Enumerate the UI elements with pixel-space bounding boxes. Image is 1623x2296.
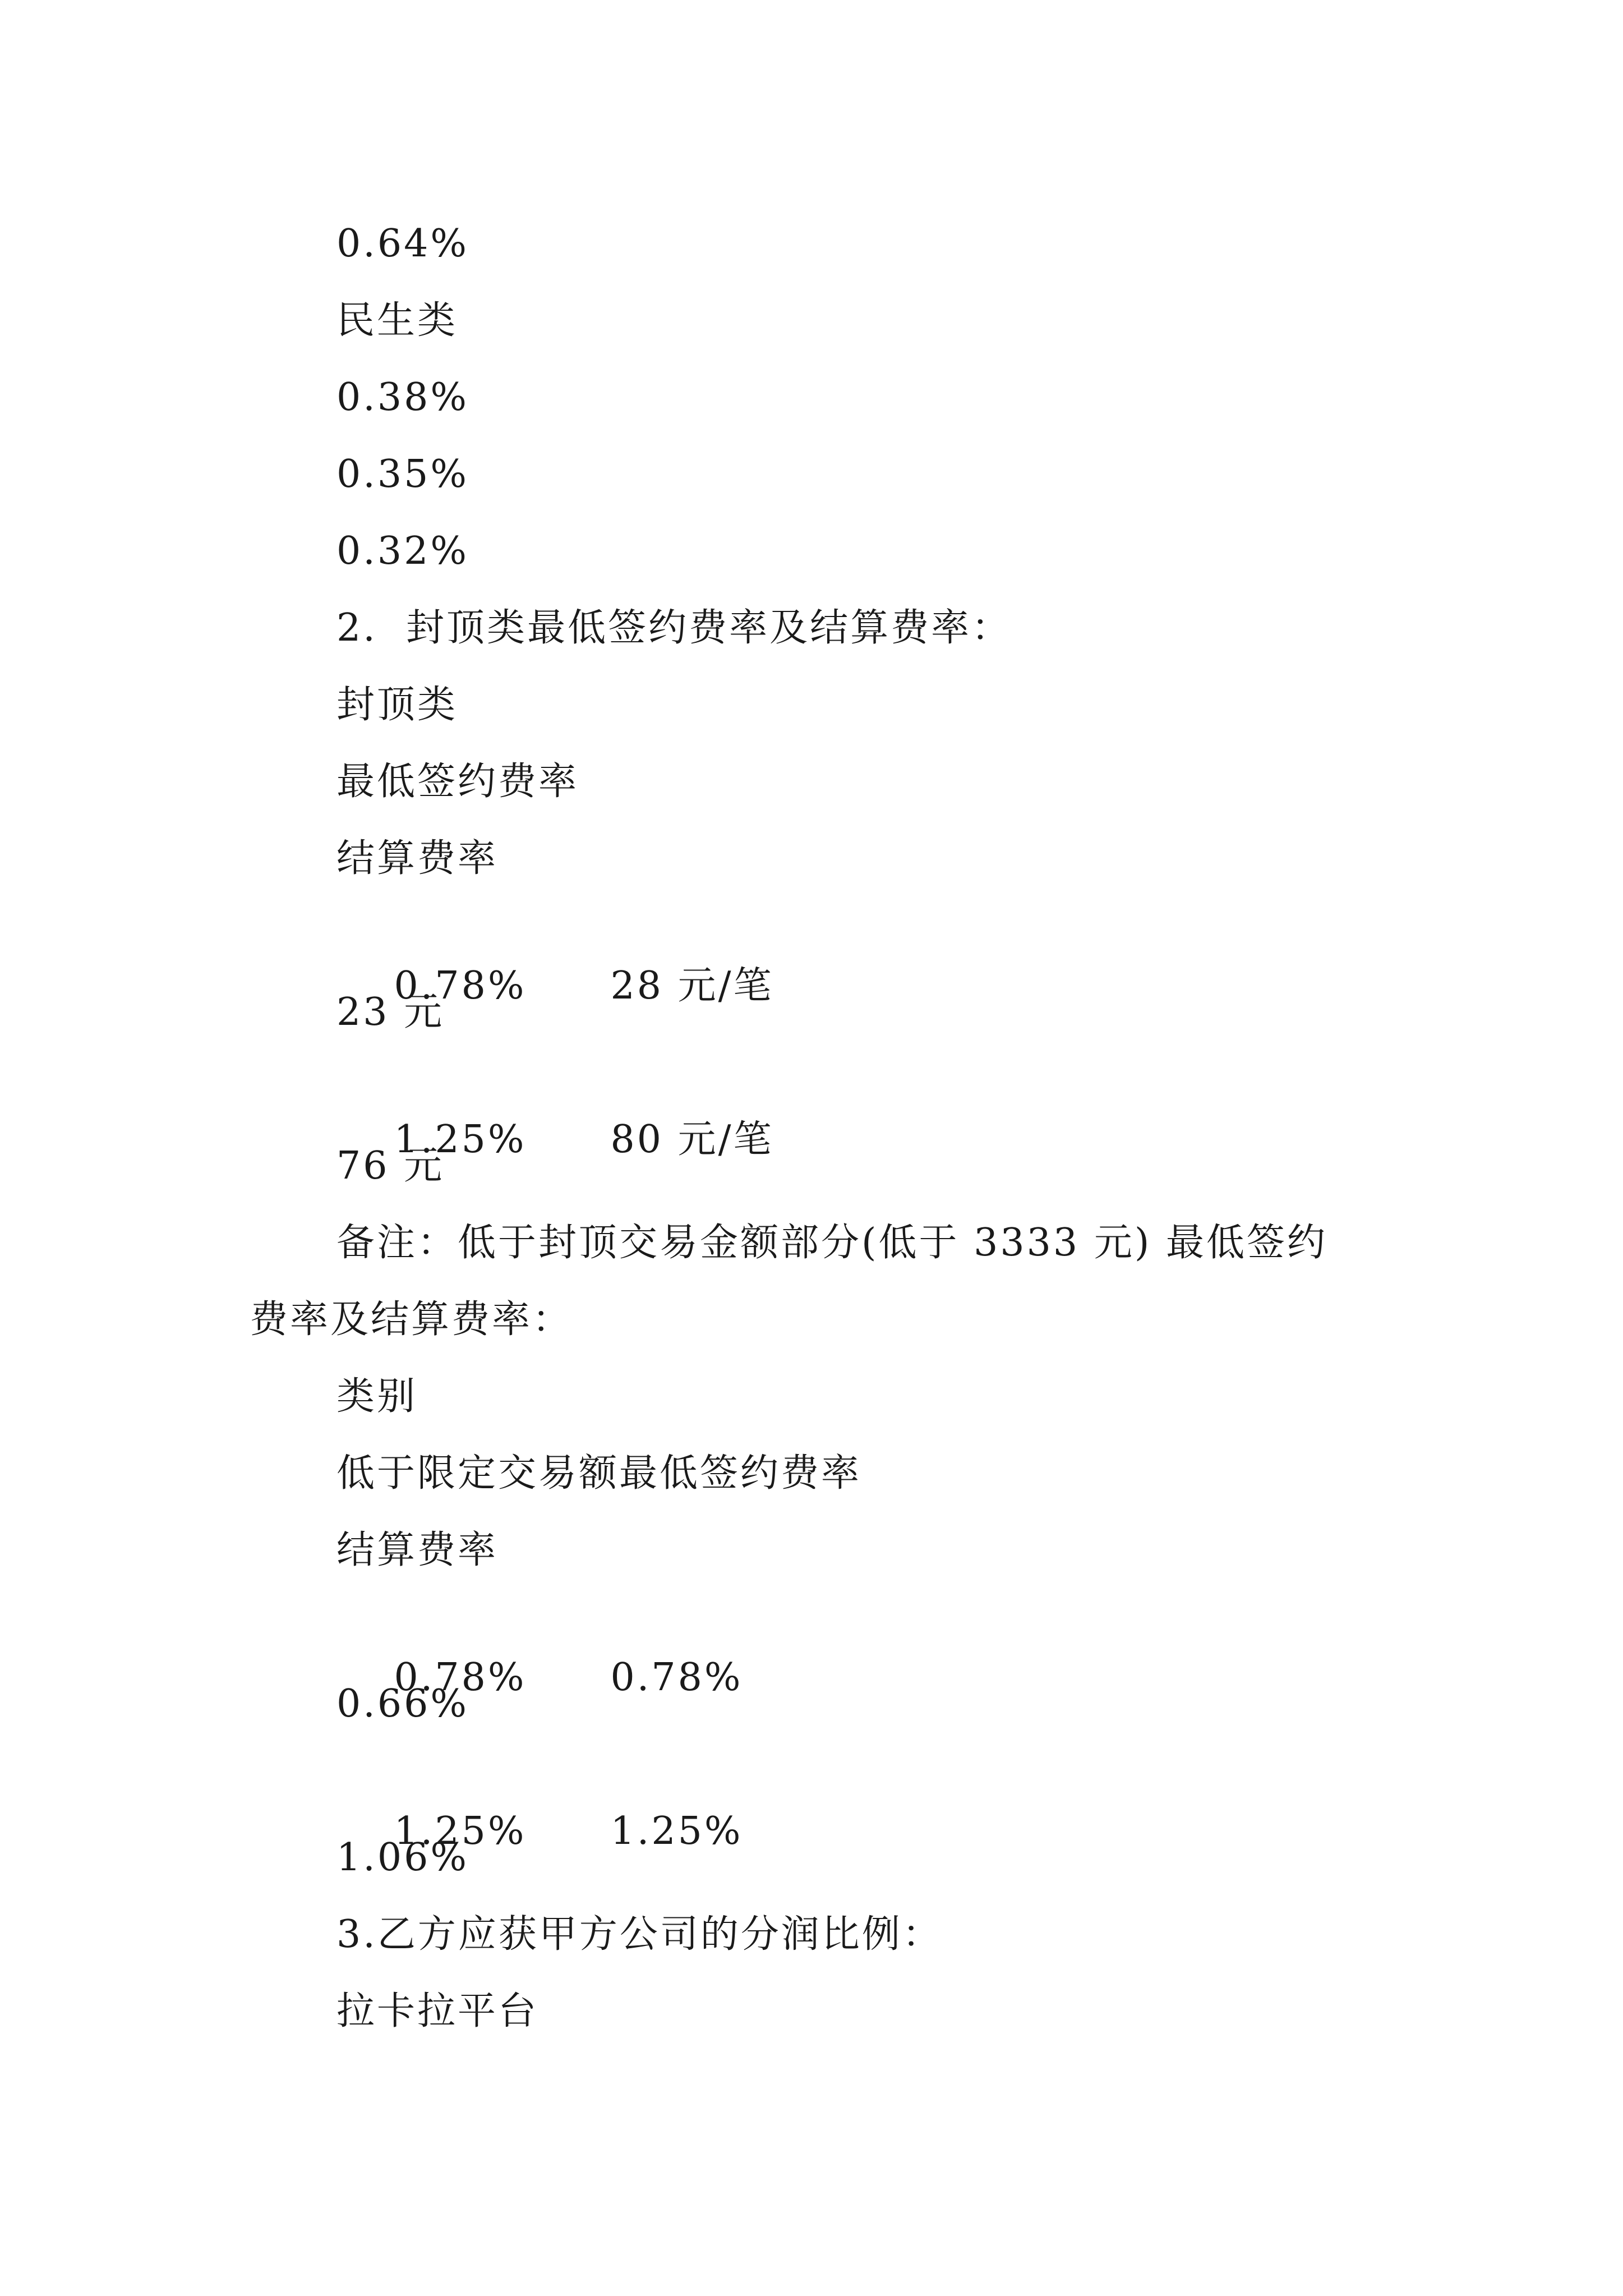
text-line: 结算费率 [336, 1528, 499, 1572]
value-pair-row [336, 1756, 743, 1907]
text-line: 民生类 [336, 298, 458, 343]
section-heading: 3.乙方应获甲方公司的分润比例： [336, 1912, 943, 1957]
text-line: 1.06% [336, 1835, 469, 1880]
section-heading: 2. 封顶类最低签约费率及结算费率： [336, 606, 1012, 650]
note-line-1: 备注：低于封顶交易金额部分(低于 3333 元) 最低签约 [336, 1221, 1327, 1265]
text-line: 0.32% [336, 529, 469, 573]
text-line: 23 元 [336, 990, 445, 1034]
text-line: 76 元 [336, 1144, 445, 1188]
value-a: 0.78% [394, 1655, 527, 1700]
value-a: 0.78% [394, 964, 527, 1008]
text-line: 低于限定交易额最低签约费率 [336, 1451, 862, 1496]
value-pair-row [336, 910, 774, 1062]
text-line: 0.38% [336, 375, 469, 420]
text-line: 拉卡拉平台 [336, 1989, 539, 2033]
value-pair-row [336, 1064, 774, 1216]
value-pair-row [336, 1602, 743, 1754]
value-b: 1.25% [610, 1809, 743, 1853]
text-line: 0.64% [336, 222, 469, 266]
text-line: 0.35% [336, 452, 469, 496]
text-line: 0.66% [336, 1682, 469, 1726]
value-b: 80 元/笔 [610, 1117, 774, 1162]
text-line: 结算费率 [336, 836, 499, 881]
text-line: 类别 [336, 1374, 418, 1419]
value-a: 1.25% [394, 1117, 527, 1162]
text-line: 最低签约费率 [336, 760, 579, 804]
value-b: 0.78% [610, 1655, 743, 1700]
value-b: 28 元/笔 [610, 964, 774, 1008]
text-line: 封顶类 [336, 683, 458, 727]
value-a: 1.25% [394, 1809, 527, 1853]
note-line-2: 费率及结算费率： [250, 1297, 573, 1342]
